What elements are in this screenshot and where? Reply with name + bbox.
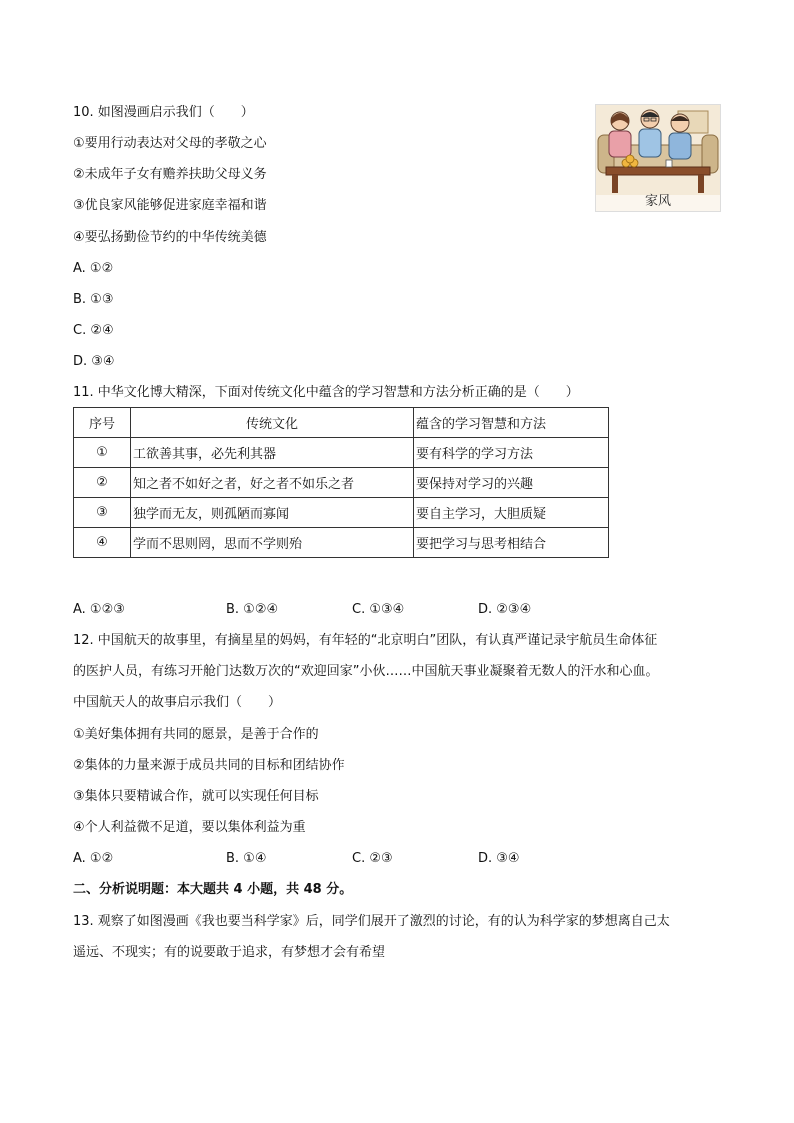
table-row xyxy=(74,438,609,468)
table-cell: ② xyxy=(74,468,131,498)
q12-option-c: C. ②③ xyxy=(352,851,393,866)
q10-item-4: ④要弘扬勤俭节约的中华传统美德 xyxy=(73,230,267,245)
q12-item-3: ③集体只要精诚合作，就可以实现任何目标 xyxy=(73,789,319,804)
q11-stem: 11. 中华文化博大精深，下面对传统文化中蕴含的学习智慧和方法分析正确的是（ ） xyxy=(73,385,579,400)
table-row xyxy=(74,498,609,528)
table-cell: 知之者不如好之者，好之者不如乐之者 xyxy=(131,468,414,498)
section-heading: 二、分析说明题：本大题共 4 小题，共 48 分。 xyxy=(73,882,353,897)
table-cell: 要把学习与思考相结合 xyxy=(414,528,609,558)
q11-option-c: C. ①③④ xyxy=(352,602,405,617)
q12-option-b: B. ①④ xyxy=(226,851,267,866)
table-cell: ④ xyxy=(74,528,131,558)
q10-stem: 10. 如图漫画启示我们（ ） xyxy=(73,105,254,120)
table-cell: 要保持对学习的兴趣 xyxy=(414,468,609,498)
table-cell: 学而不思则罔，思而不学则殆 xyxy=(131,528,414,558)
q12-options xyxy=(73,851,633,867)
q11-option-a: A. ①②③ xyxy=(73,602,125,617)
table-cell: 独学而无友，则孤陋而寡闻 xyxy=(131,498,414,528)
family-cartoon-image xyxy=(595,104,721,212)
q12-option-a: A. ①② xyxy=(73,851,114,866)
q11-table xyxy=(73,407,609,558)
q11-options xyxy=(73,602,633,618)
q12-stem-line-2: 的医护人员，有练习开舱门达数万次的“欢迎回家”小伙……中国航天事业凝聚着无数人的汗水和心血。 xyxy=(73,664,659,679)
table-cell: 要有科学的学习方法 xyxy=(414,438,609,468)
q12-item-2: ②集体的力量来源于成员共同的目标和团结协作 xyxy=(73,758,345,773)
q12-item-4: ④个人利益微不足道，要以集体利益为重 xyxy=(73,820,306,835)
q12-stem-line-1: 12. 中国航天的故事里，有摘星星的妈妈，有年轻的“北京明白”团队，有认真严谨记录宇航员生命体征 xyxy=(73,633,658,648)
q12-item-1: ①美好集体拥有共同的愿景，是善于合作的 xyxy=(73,727,319,742)
cartoon-caption: 家风 xyxy=(644,194,671,209)
table-row xyxy=(74,528,609,558)
q12-stem-line-3: 中国航天人的故事启示我们（ ） xyxy=(73,695,282,710)
table-header-cell: 序号 xyxy=(74,408,131,438)
q10-option-d: D. ③④ xyxy=(73,354,115,369)
family-illustration xyxy=(596,105,720,195)
q10-option-a: A. ①② xyxy=(73,261,114,276)
q11-option-b: B. ①②④ xyxy=(226,602,279,617)
table-cell: ① xyxy=(74,438,131,468)
table-cell: ③ xyxy=(74,498,131,528)
table-row xyxy=(74,468,609,498)
q13-stem-line-2: 遥远、不现实；有的说要敢于追求，有梦想才会有希望 xyxy=(73,945,386,960)
table-header-row xyxy=(74,408,609,438)
q13-stem-line-1: 13. 观察了如图漫画《我也要当科学家》后，同学们展开了激烈的讨论，有的认为科学家的梦想离自己太 xyxy=(73,914,670,929)
q10-option-b: B. ①③ xyxy=(73,292,114,307)
q10-item-2: ②未成年子女有赡养扶助父母义务 xyxy=(73,167,267,182)
table-cell: 工欲善其事，必先利其器 xyxy=(131,438,414,468)
q12-option-d: D. ③④ xyxy=(478,851,520,866)
table-cell: 要自主学习，大胆质疑 xyxy=(414,498,609,528)
q10-option-c: C. ②④ xyxy=(73,323,114,338)
table-header-cell: 蕴含的学习智慧和方法 xyxy=(414,408,609,438)
q10-item-1: ①要用行动表达对父母的孝敬之心 xyxy=(73,136,267,151)
q10-item-3: ③优良家风能够促进家庭幸福和谐 xyxy=(73,198,267,213)
table-header-cell: 传统文化 xyxy=(131,408,414,438)
q11-option-d: D. ②③④ xyxy=(478,602,532,617)
